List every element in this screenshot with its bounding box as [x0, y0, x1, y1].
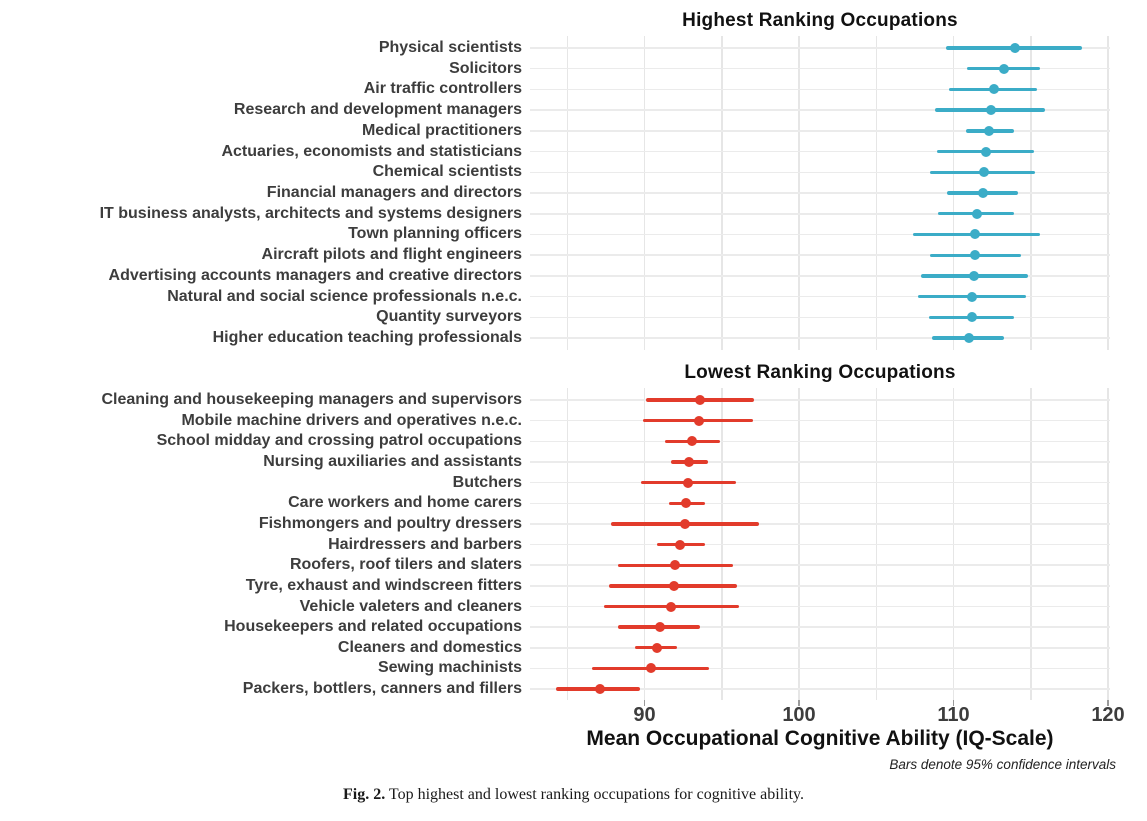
panel-title-lowest: Lowest Ranking Occupations	[684, 362, 956, 383]
mean-dot	[969, 271, 979, 281]
mean-dot	[681, 498, 691, 508]
row-gridline	[530, 213, 1110, 215]
occupation-label: Butchers	[452, 473, 522, 491]
occupation-label: Chemical scientists	[372, 163, 522, 181]
row-gridline	[530, 461, 1110, 463]
occupation-label: Advertising accounts managers and creative directors	[108, 266, 522, 284]
occupation-label: Natural and social science professionals n.e.c.	[167, 287, 522, 305]
occupation-label: Research and development managers	[233, 101, 522, 119]
occupation-label: Mobile machine drivers and operatives n.e.c.	[181, 411, 522, 429]
x-axis-tick-label: 100	[782, 704, 816, 726]
mean-dot	[675, 540, 685, 550]
x-axis-tick-label: 110	[937, 704, 970, 726]
mean-dot	[970, 250, 980, 260]
mean-dot	[999, 64, 1009, 74]
occupation-label: Housekeepers and related occupations	[224, 618, 522, 636]
mean-dot	[695, 395, 705, 405]
occupation-label: Cleaning and housekeeping managers and supervisors	[101, 391, 522, 408]
mean-dot	[666, 602, 676, 612]
occupation-label: Sewing machinists	[377, 659, 522, 677]
mean-dot	[694, 416, 704, 426]
x-axis-tick-label: 90	[633, 704, 656, 726]
row-gridline	[530, 399, 1110, 401]
occupation-label: Care workers and home carers	[288, 494, 522, 512]
mean-dot	[652, 643, 662, 653]
caption-text: Top highest and lowest ranking occupations for cognitive ability.	[385, 786, 804, 803]
row-gridline	[530, 647, 1110, 649]
occupation-label: Hairdressers and barbers	[328, 535, 522, 553]
mean-dot	[1010, 43, 1020, 53]
occupation-label: Town planning officers	[348, 225, 522, 243]
occupation-label: Physical scientists	[378, 39, 522, 56]
mean-dot	[981, 147, 991, 157]
occupation-label: Higher education teaching professionals	[212, 329, 522, 347]
mean-dot	[979, 167, 989, 177]
occupation-label: Cleaners and domestics	[337, 638, 522, 656]
occupation-label: Air traffic controllers	[363, 80, 522, 98]
mean-dot	[972, 209, 982, 219]
mean-dot	[978, 188, 988, 198]
mean-dot	[986, 105, 996, 115]
caption-label: Fig. 2.	[342, 786, 386, 803]
row-gridline	[530, 544, 1110, 546]
mean-dot	[967, 292, 977, 302]
occupation-label: Quantity surveyors	[376, 308, 522, 326]
row-gridline	[530, 130, 1110, 132]
mean-dot	[964, 333, 974, 343]
mean-dot	[984, 126, 994, 136]
mean-dot	[669, 581, 679, 591]
mean-dot	[970, 229, 980, 239]
occupation-label: Fishmongers and poultry dressers	[258, 514, 522, 532]
occupation-label: School midday and crossing patrol occupations	[156, 432, 522, 450]
mean-dot	[655, 622, 665, 632]
mean-dot	[687, 436, 697, 446]
row-gridline	[530, 317, 1110, 319]
occupation-label: Packers, bottlers, canners and fillers	[242, 680, 522, 698]
ci-note: Bars denote 95% confidence intervals	[889, 757, 1116, 772]
row-gridline	[530, 503, 1110, 505]
row-gridline	[530, 254, 1110, 256]
x-axis-title: Mean Occupational Cognitive Ability (IQ-Scale)	[586, 727, 1054, 750]
occupation-label: Actuaries, economists and statisticians	[221, 142, 522, 160]
mean-dot	[595, 684, 605, 694]
row-gridline	[530, 192, 1110, 194]
row-gridline	[530, 420, 1110, 422]
occupation-label: Vehicle valeters and cleaners	[299, 597, 522, 615]
occupation-label: Roofers, roof tilers and slaters	[289, 556, 522, 574]
occupation-label: Financial managers and directors	[266, 184, 522, 202]
occupation-label: Aircraft pilots and flight engineers	[261, 246, 522, 264]
row-gridline	[530, 482, 1110, 484]
panel-title-highest: Highest Ranking Occupations	[682, 10, 958, 31]
row-gridline	[530, 626, 1110, 628]
row-gridline	[530, 441, 1110, 443]
occupation-label: Solicitors	[449, 59, 522, 77]
mean-dot	[646, 663, 656, 673]
row-gridline	[530, 564, 1110, 566]
occupation-label: IT business analysts, architects and systems designers	[99, 204, 522, 222]
x-axis-tick-label: 120	[1091, 704, 1125, 726]
mean-dot	[989, 84, 999, 94]
occupation-label: Nursing auxiliaries and assistants	[263, 452, 522, 470]
mean-dot	[684, 457, 694, 467]
mean-dot	[670, 560, 680, 570]
figure-caption	[0, 786, 1147, 804]
occupation-label: Medical practitioners	[361, 121, 522, 139]
occupation-label: Tyre, exhaust and windscreen fitters	[245, 576, 522, 594]
mean-dot	[683, 478, 693, 488]
mean-dot	[680, 519, 690, 529]
mean-dot	[967, 312, 977, 322]
row-gridline	[530, 337, 1110, 339]
